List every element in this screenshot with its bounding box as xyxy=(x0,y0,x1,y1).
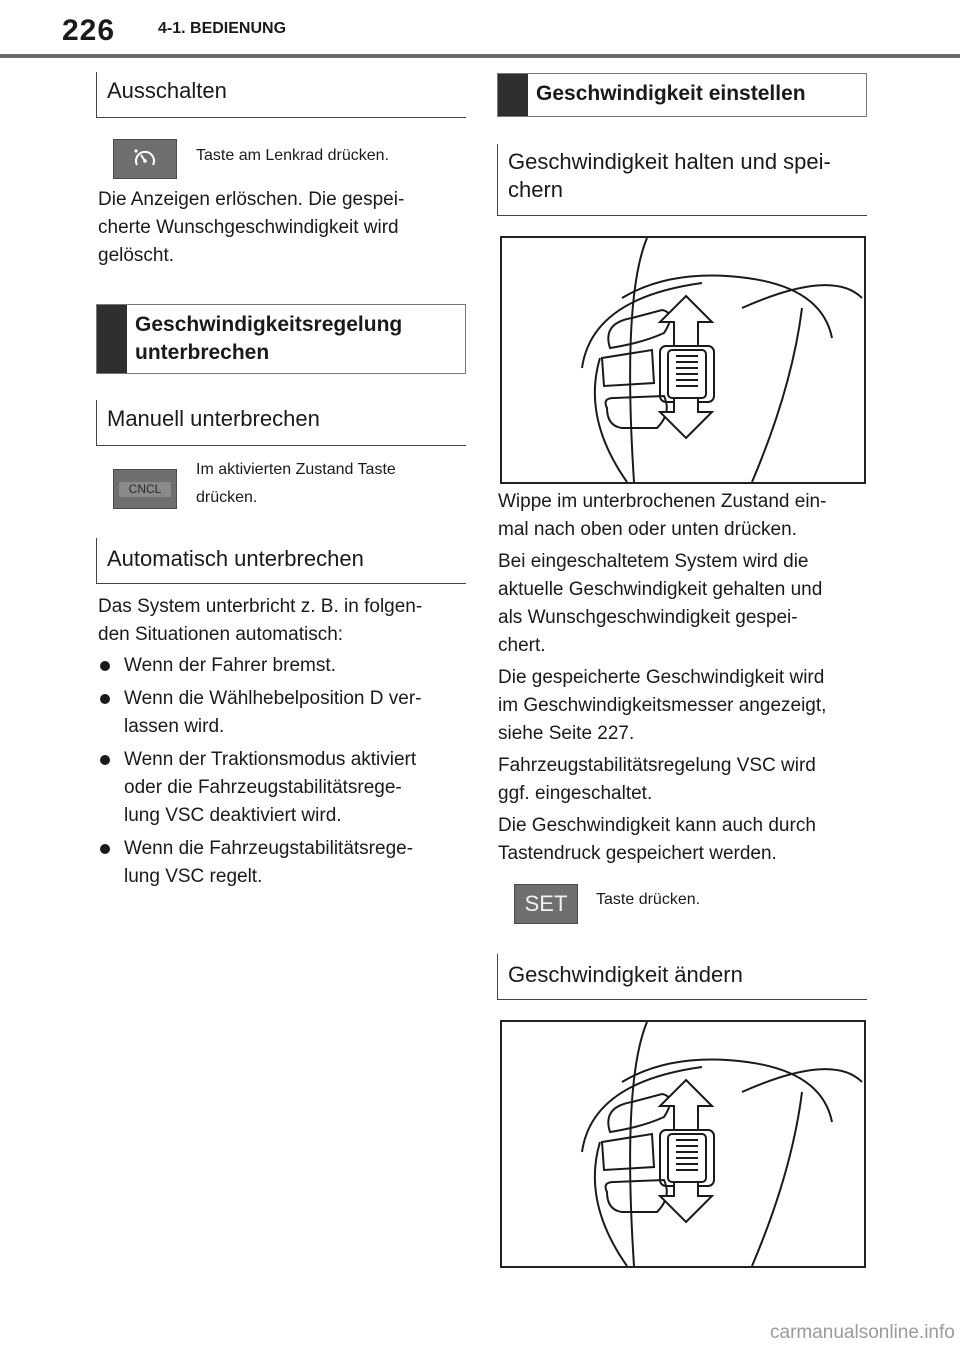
halten-paragraphs xyxy=(498,488,870,868)
list-item xyxy=(98,652,468,680)
section-bar xyxy=(97,305,127,373)
list-item-text: Wenn der Traktionsmodus aktiviert oder die Fahrzeugstabilitätsrege- lung VSC deaktiviert wird. xyxy=(124,749,417,826)
heading-aendern-text: Geschwindigkeit ändern xyxy=(508,962,743,987)
heading-manuell-text: Manuell unterbrechen xyxy=(107,406,320,431)
heading-unterbrechen xyxy=(96,304,466,374)
cncl-key-label: CNCL xyxy=(119,482,172,497)
ausschalten-paragraph: Die Anzeigen erlöschen. Die gespei- cherte Wunschgeschwindigkeit wird gelöscht. xyxy=(98,189,405,266)
heading-halten xyxy=(497,144,867,216)
heading-einstellen-text: Geschwindigkeit einstellen xyxy=(536,82,806,105)
cruise-control-icon xyxy=(132,147,158,171)
bullet-icon xyxy=(100,844,110,854)
ausschalten-key-note: Taste am Lenkrad drücken. xyxy=(196,147,389,164)
chapter-title: 4-1. BEDIENUNG xyxy=(158,20,287,37)
halten-paragraph-1: Wippe im unterbrochenen Zustand ein- mal nach oben oder unten drücken. xyxy=(498,491,827,540)
automatisch-bullet-list xyxy=(98,652,468,896)
list-item-text: Wenn der Fahrer bremst. xyxy=(124,655,336,676)
header-rule xyxy=(0,54,960,58)
list-item-text: Wenn die Wählhebelposition D ver- lassen wird. xyxy=(124,688,422,737)
heading-ausschalten-text: Ausschalten xyxy=(107,78,227,103)
figure-steering-wheel-1 xyxy=(500,236,866,484)
heading-halten-text: Geschwindigkeit halten und spei- chern xyxy=(508,149,831,202)
halten-paragraph-5: Die Geschwindigkeit kann auch durch Tastendruck gespeichert werden. xyxy=(498,815,816,864)
heading-automatisch xyxy=(96,538,466,584)
list-item-text: Wenn die Fahrzeugstabilitätsrege- lung VSC regelt. xyxy=(124,838,414,887)
heading-einstellen xyxy=(497,73,867,117)
heading-aendern xyxy=(497,954,867,1000)
bullet-icon xyxy=(100,694,110,704)
list-item xyxy=(98,746,468,830)
list-item xyxy=(98,685,468,741)
halten-paragraph-4: Fahrzeugstabilitätsregelung VSC wird ggf. eingeschaltet. xyxy=(498,755,816,804)
halten-paragraph-2: Bei eingeschaltetem System wird die aktuelle Geschwindigkeit gehalten und als Wunschgeschwindigkeit gespei- chert. xyxy=(498,551,823,656)
cruise-control-key xyxy=(113,139,177,179)
section-bar xyxy=(498,74,528,116)
halten-paragraph-3: Die gespeicherte Geschwindigkeit wird im Geschwindigkeitsmesser angezeigt, siehe Seite 227. xyxy=(498,667,827,744)
bullet-icon xyxy=(100,661,110,671)
heading-automatisch-text: Automatisch unterbrechen xyxy=(107,546,364,571)
set-key-label: SET xyxy=(524,891,568,916)
steering-wheel-rocker-illustration xyxy=(502,1022,864,1266)
heading-ausschalten xyxy=(96,72,466,118)
heading-manuell xyxy=(96,400,466,446)
set-key-note: Taste drücken. xyxy=(596,891,701,908)
steering-wheel-rocker-illustration xyxy=(502,238,864,482)
page-number: 226 xyxy=(62,14,116,47)
cncl-key xyxy=(113,469,177,509)
bullet-icon xyxy=(100,755,110,765)
footer-watermark: carmanualsonline.info xyxy=(770,1322,955,1343)
automatisch-paragraph: Das System unterbricht z. B. in folgen- den Situationen automatisch: xyxy=(98,596,423,645)
heading-unterbrechen-text: Geschwindigkeitsregelung unterbrechen xyxy=(135,313,403,364)
manuell-key-note: Im aktivierten Zustand Taste drücken. xyxy=(196,461,396,506)
figure-steering-wheel-2 xyxy=(500,1020,866,1268)
set-key xyxy=(514,884,578,924)
list-item xyxy=(98,835,468,891)
